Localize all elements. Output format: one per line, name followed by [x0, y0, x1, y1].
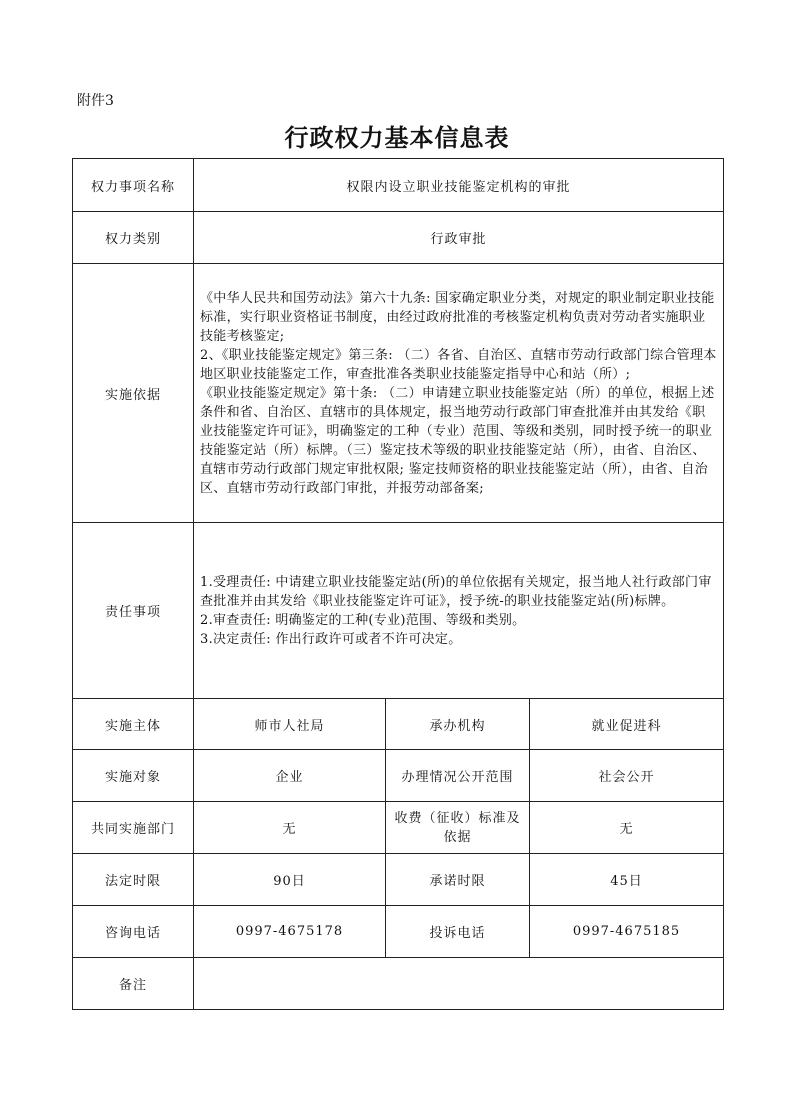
power-name-label: 权力事项名称 [73, 159, 194, 212]
consult-phone-label: 咨询电话 [73, 906, 194, 958]
table-row [73, 523, 724, 699]
remarks-value [194, 958, 724, 1010]
info-table [72, 158, 724, 1010]
responsibility-paragraph: 2.审查责任: 明确鉴定的工种(专业)范围、等级和类别。 [200, 612, 526, 628]
target-value: 企业 [194, 750, 386, 802]
complaint-phone-label: 投诉电话 [386, 906, 530, 958]
table-row [73, 264, 724, 523]
page-title: 行政权力基本信息表 [284, 123, 510, 152]
disclosure-scope-label: 办理情况公开范围 [386, 750, 530, 802]
table-row [73, 212, 724, 264]
subject-value: 师市人社局 [194, 699, 386, 750]
power-type-value: 行政审批 [194, 212, 724, 264]
responsibility-content [194, 523, 724, 699]
table-row [73, 958, 724, 1010]
table-row [73, 854, 724, 906]
responsibility-paragraph: 1.受理责任: 中请建立职业技能鉴定站(所)的单位依据有关规定，报当地人社行政部门审查批准并由其发给《职业技能鉴定许可证》，授予统-的职业技能鉴定站(所)标牌。 [200, 574, 712, 609]
disclosure-scope-value: 社会公开 [530, 750, 724, 802]
fee-standard-label: 收费（征收）标准及依据 [386, 802, 530, 854]
joint-dept-label: 共同实施部门 [73, 802, 194, 854]
complaint-phone-value: 0997-4675185 [530, 906, 724, 958]
handling-agency-value: 就业促进科 [530, 699, 724, 750]
joint-dept-value: 无 [194, 802, 386, 854]
table-row [73, 750, 724, 802]
power-type-label: 权力类别 [73, 212, 194, 264]
basis-content [194, 264, 724, 523]
basis-paragraph: 《中华人民共和国劳动法》第六十九条: 国家确定职业分类，对规定的职业制定职业技能标准，实行职业资格证书制度，由经过政府批准的考核鉴定机构负责对劳动者实施职业技能考核鉴定; [200, 290, 715, 344]
basis-label: 实施依据 [73, 264, 194, 523]
target-label: 实施对象 [73, 750, 194, 802]
promised-limit-value: 45日 [530, 854, 724, 906]
fee-standard-value: 无 [530, 802, 724, 854]
legal-limit-label: 法定时限 [73, 854, 194, 906]
remarks-label: 备注 [73, 958, 194, 1010]
power-name-value: 权限内设立职业技能鉴定机构的审批 [194, 159, 724, 212]
promised-limit-label: 承诺时限 [386, 854, 530, 906]
subject-label: 实施主体 [73, 699, 194, 750]
table-row [73, 906, 724, 958]
attachment-label: 附件3 [77, 93, 114, 109]
responsibility-label: 责任事项 [73, 523, 194, 699]
table-row [73, 802, 724, 854]
handling-agency-label: 承办机构 [386, 699, 530, 750]
basis-paragraph: 《职业技能鉴定规定》第十条: （二）申请建立职业技能鉴定站（所）的单位，根据上述条件和省、自治区、直辖市的具体规定，报当地劳动行政部门审查批准并由其发给《职业技能鉴定许可证》，明确鉴定的工种（专业）范围、等级和类别，同时授予统一的职业技能鉴定站（所）标牌。（三）鉴定技术等级的职业技能鉴定站（所），由省、自治区、直辖市劳动行政部门规定审批权限; 鉴定技师资格的职业技能鉴定站（所），由省、自治区、直辖市劳动行政部门审批，并报劳动部备案; [200, 385, 715, 496]
table-row [73, 699, 724, 750]
responsibility-paragraph: 3.决定责任: 作出行政许可或者不许可决定。 [200, 631, 462, 647]
legal-limit-value: 90日 [194, 854, 386, 906]
consult-phone-value: 0997-4675178 [194, 906, 386, 958]
basis-paragraph: 2、《职业技能鉴定规定》第三条: （二）各省、自治区、直辖市劳动行政部门综合管理本地区职业技能鉴定工作，审查批准各类职业技能鉴定指导中心和站（所）; [200, 347, 717, 382]
table-row [73, 159, 724, 212]
